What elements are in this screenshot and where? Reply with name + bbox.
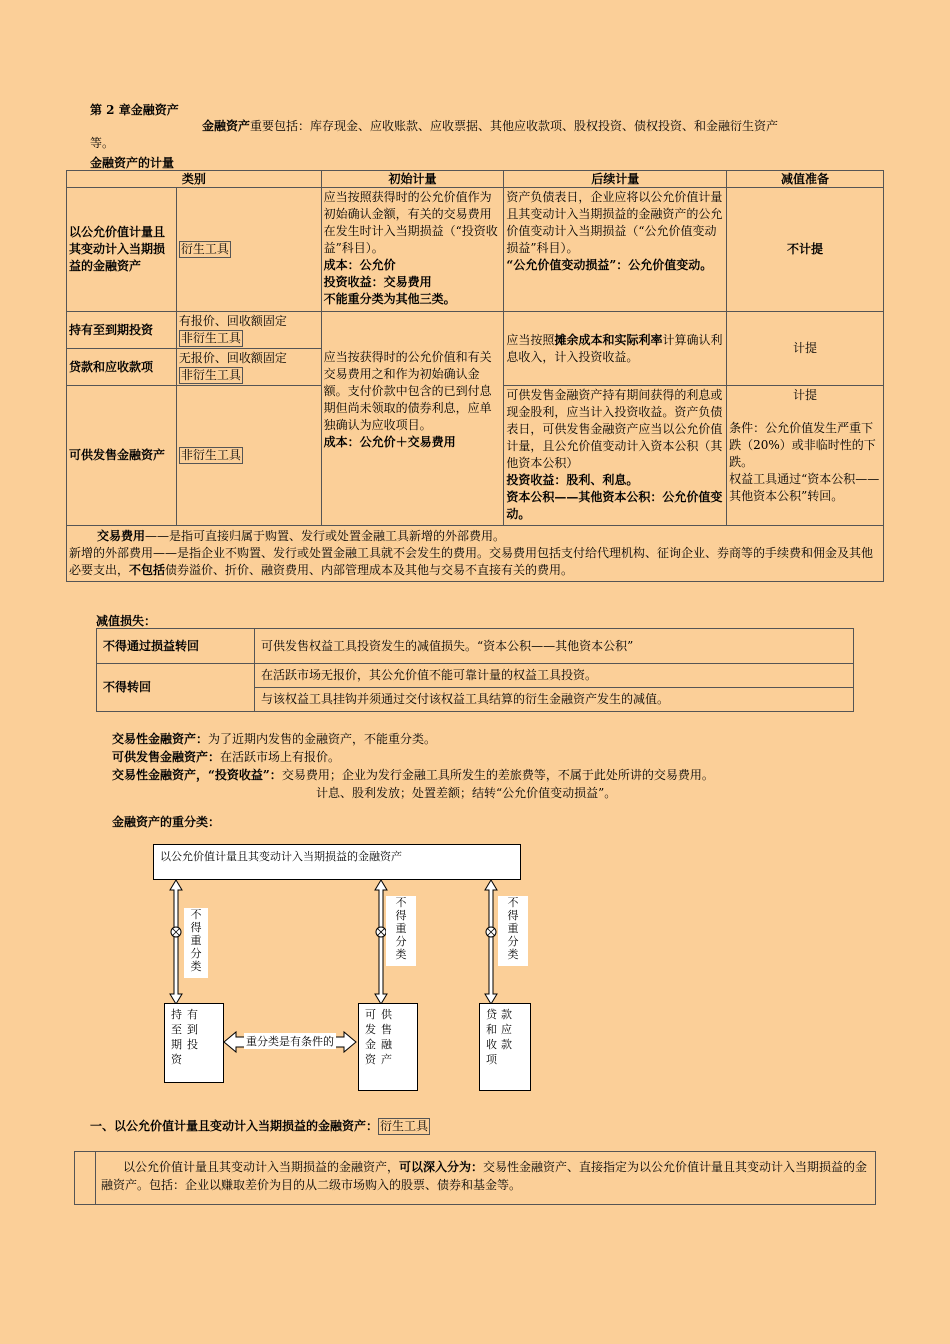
conditional-label: 重分类是有条件的 bbox=[246, 1035, 334, 1048]
table-footer-row bbox=[67, 526, 884, 582]
impairment-table bbox=[96, 628, 854, 712]
category-loans: 贷款和应收款项 bbox=[67, 349, 177, 386]
notes: 交易性金融资产：为了近期内发售的金融资产，不能重分类。 可供发售金融资产：在活跃市场上有报价。 交易性金融资产，“投资收益”：交易费用；企业为发行金融工具所发生的差旅费等，不属于此处所讲的交易费用。 计息、股利发放；处置差额；结转“公允价值变动损益”。 bbox=[112, 732, 714, 800]
intro-text: 重要包括：库存现金、应收账款、应收票据、其他应收款项、股权投资、债权投资、和金融衍生资产 bbox=[250, 119, 779, 133]
impairment-htm: 计提 bbox=[727, 312, 884, 386]
impairment-text: 可供发售权益工具投资发生的减值损失。“资本公积——其他资本公积” bbox=[255, 629, 854, 664]
impairment-fvtpl: 不计提 bbox=[727, 188, 884, 312]
table-header-row bbox=[67, 171, 884, 188]
intro-bold: 金融资产 bbox=[202, 119, 251, 133]
header-impairment: 减值准备 bbox=[727, 171, 884, 188]
reclass-arrows bbox=[150, 876, 550, 1006]
table-row bbox=[67, 188, 884, 312]
impairment-title: 减值损失： bbox=[96, 614, 157, 628]
subsequent-afs: 可供发售金融资产持有期间获得的利息或现金股利，应当计入投资收益。资产负债表日，可供发售金融资产应当以公允价值计量，且公允价值变动计入资本公积（其他资本公积） 投资收益：股利、利息。 资本公积——其他资本公积：公允价值变动。 bbox=[504, 386, 727, 526]
impairment-text: 在活跃市场无报价，其公允价值不能可靠计量的权益工具投资。 bbox=[255, 664, 854, 688]
no-reclass-label: 不得重分类 bbox=[498, 896, 528, 966]
loans-box: 贷款和应收款项 bbox=[479, 1003, 531, 1091]
category-afs: 可供发售金融资产 bbox=[67, 386, 177, 526]
fvtpl-box: 以公允价值计量且其变动计入当期损益的金融资产 bbox=[153, 844, 521, 880]
initial-fvtpl: 应当按照获得时的公允价值作为初始确认金额，有关的交易费用在发生时计入当期损益（“投资收益”科目）。 成本：公允价 投资收益：交易费用 不能重分类为其他三类。 bbox=[321, 188, 504, 312]
chapter-title: 第 2 章金融资产 bbox=[90, 103, 179, 117]
intro-tail: 等。 bbox=[90, 136, 115, 150]
header-category: 类别 bbox=[67, 171, 322, 188]
sub-derivative: 衍生工具 bbox=[176, 188, 321, 312]
no-reclass-label: 不得重分类 bbox=[184, 908, 208, 978]
subsequent-fvtpl: 资产负债表日，企业应将以公允价值计量且其变动计入当期损益的金融资产的公允价值变动计入当期损益（“公允价值变动损益”科目）。 “公允价值变动损益”：公允价值变动。 bbox=[504, 188, 727, 312]
header-initial: 初始计量 bbox=[321, 171, 504, 188]
footer-note: 交易费用——是指可直接归属于购置、发行或处置金融工具新增的外部费用。 新增的外部费用——是指企业不购置、发行或处置金融工具就不会发生的费用。交易费用包括支付给代理机构、征询企业、券商等的手续费和佣金及其他必要支出，不包括债券溢价、折价、融资费用、内部管理成本及其他与交易不直接有关的费用。 bbox=[67, 526, 884, 582]
section1-title: 一、以公允价值计量且变动计入当期损益的金融资产： 衍生工具 bbox=[90, 1119, 429, 1133]
impairment-text: 与该权益工具挂钩并须通过交付该权益工具结算的衍生金融资产发生的减值。 bbox=[255, 688, 854, 712]
intro-paragraph bbox=[90, 118, 880, 152]
subsequent-amortized: 应当按照摊余成本和实际利率计算确认利息收入，计入投资收益。 bbox=[504, 312, 727, 386]
table-row bbox=[97, 664, 854, 688]
impairment-label: 不得转回 bbox=[97, 664, 255, 712]
measurement-table bbox=[66, 170, 884, 582]
impairment-afs: 计提 条件：公允价值发生严重下跌（20%）或非临时性的下跌。 权益工具通过“资本公积——其他资本公积”转回。 bbox=[727, 386, 884, 526]
table-row bbox=[67, 312, 884, 349]
sub-htm: 有报价、回收额固定 非衍生工具 bbox=[176, 312, 321, 349]
header-subsequent: 后续计量 bbox=[504, 171, 727, 188]
impairment-label: 不得通过损益转回 bbox=[97, 629, 255, 664]
sub-afs: 非衍生工具 bbox=[176, 386, 321, 526]
no-reclass-label: 不得重分类 bbox=[386, 896, 416, 966]
category-htm: 持有至到期投资 bbox=[67, 312, 177, 349]
afs-box: 可供发售金融资产 bbox=[358, 1003, 418, 1091]
section1-box: 以公允价值计量且其变动计入当期损益的金融资产，可以深入分为：交易性金融资产、直接指定为以公允价值计量且其变动计入当期损益的金融资产。包括：企业以赚取差价为目的从二级市场购入的股票、债券和基金等。 bbox=[74, 1151, 876, 1205]
initial-others: 应当按获得时的公允价值和有关交易费用之和作为初始确认金额。支付价款中包含的已到付息期但尚未领取的债券利息，应单独确认为应收项目。 成本：公允价＋交易费用 bbox=[321, 312, 504, 526]
sub-loans: 无报价、回收额固定 非衍生工具 bbox=[176, 349, 321, 386]
reclass-title: 金融资产的重分类： bbox=[112, 815, 221, 829]
category-fvtpl: 以公允价值计量且其变动计入当期损益的金融资产 bbox=[67, 188, 177, 312]
table-row bbox=[97, 629, 854, 664]
measure-title: 金融资产的计量 bbox=[90, 156, 175, 170]
derivative-tag: 衍生工具 bbox=[380, 1119, 429, 1133]
htm-box: 持有至到期投资 bbox=[164, 1003, 224, 1083]
